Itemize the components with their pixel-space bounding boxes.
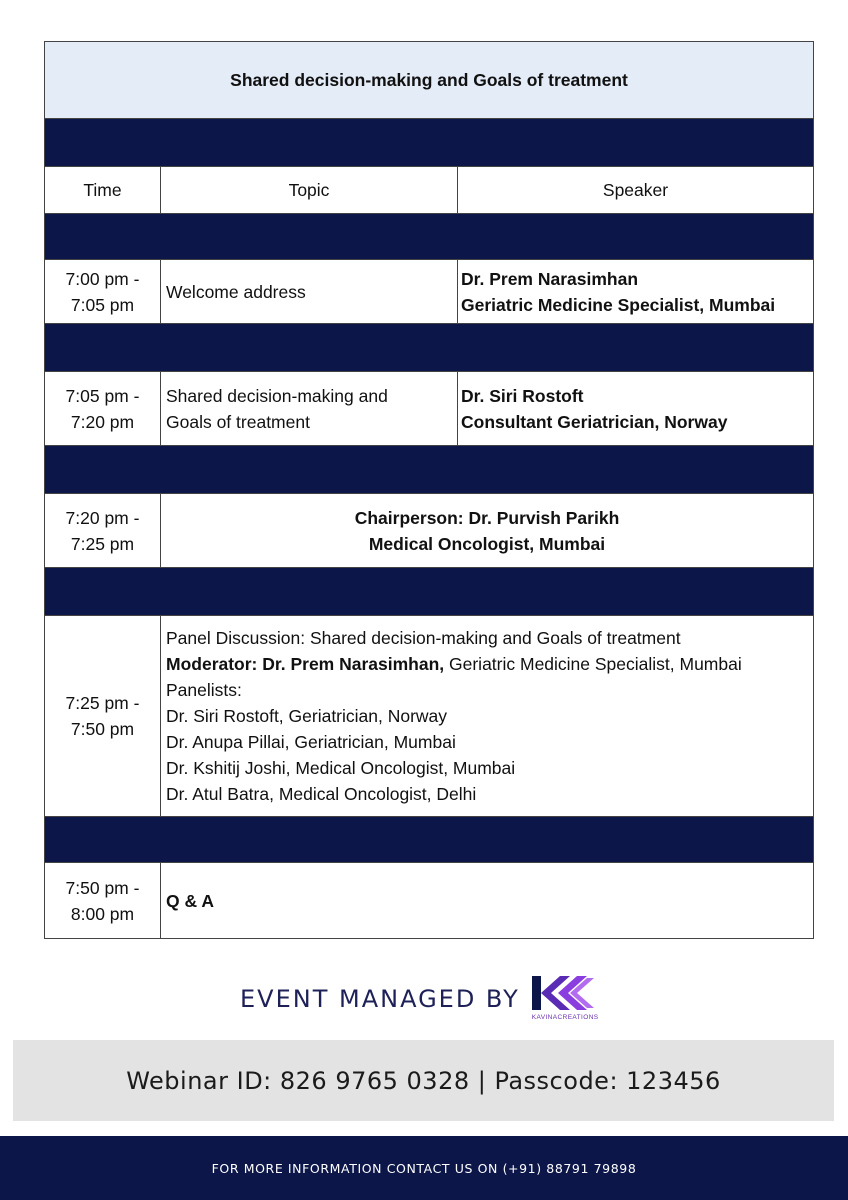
header-speaker: Speaker (458, 167, 814, 214)
panel-discussion-cell (161, 616, 814, 817)
schedule-title: Shared decision-making and Goals of treatment (45, 42, 814, 119)
chairperson-name: Chairperson: Dr. Purvish Parikh (354, 507, 620, 528)
logo-caption: KAVINACREATIONS (531, 1014, 599, 1021)
header-time: Time (45, 167, 161, 214)
panelist-item: Dr. Atul Batra, Medical Oncologist, Delhi (166, 784, 477, 804)
time-end: 7:25 pm (70, 533, 135, 554)
panelist-item: Dr. Anupa Pillai, Geriatrician, Mumbai (166, 732, 456, 752)
speaker-name: Dr. Prem Narasimhan (461, 268, 639, 289)
divider-band (45, 119, 814, 167)
chairperson-cell (161, 494, 814, 568)
time-cell (45, 260, 161, 324)
logo-mark-icon (530, 974, 598, 1014)
panelist-item: Dr. Siri Rostoft, Geriatrician, Norway (166, 706, 448, 726)
time-cell (45, 372, 161, 446)
topic-cell: Welcome address (161, 260, 458, 324)
time-end: 7:20 pm (70, 411, 135, 432)
time-start: 7:20 pm - (65, 507, 140, 528)
moderator-rest: Geriatric Medicine Specialist, Mumbai (444, 654, 742, 674)
qa-cell: Q & A (161, 863, 814, 939)
table-row (45, 863, 814, 939)
schedule-table (44, 41, 814, 939)
table-row (45, 372, 814, 446)
time-end: 7:05 pm (70, 294, 135, 315)
contact-text: FOR MORE INFORMATION CONTACT US ON (+91) 88791 79898 (211, 1160, 637, 1176)
table-row (45, 616, 814, 817)
time-cell (45, 494, 161, 568)
speaker-title: Consultant Geriatrician, Norway (461, 411, 728, 432)
speaker-cell (458, 260, 814, 324)
webinar-info-bar (13, 1040, 834, 1121)
topic-line: Shared decision-making and (166, 385, 388, 406)
time-cell (45, 863, 161, 939)
event-managed-label: EVENT MANAGED BY (240, 985, 520, 1013)
divider-band (45, 446, 814, 494)
speaker-name: Dr. Siri Rostoft (461, 385, 584, 406)
topic-cell (161, 372, 458, 446)
time-end: 7:50 pm (70, 719, 135, 739)
event-managed-by (240, 975, 598, 1023)
speaker-title: Geriatric Medicine Specialist, Mumbai (461, 294, 776, 315)
webinar-id-passcode: Webinar ID: 826 9765 0328 | Passcode: 123456 (126, 1066, 721, 1095)
time-start: 7:05 pm - (65, 385, 140, 406)
divider-band (45, 817, 814, 863)
table-row (45, 260, 814, 324)
divider-band (45, 568, 814, 616)
header-row (45, 167, 814, 214)
chairperson-title: Medical Oncologist, Mumbai (368, 533, 606, 554)
time-start: 7:00 pm - (65, 268, 140, 289)
kavina-creations-logo (530, 974, 598, 1024)
moderator-label: Moderator: Dr. Prem Narasimhan, (166, 654, 445, 674)
contact-footer (0, 1136, 848, 1200)
header-topic: Topic (161, 167, 458, 214)
time-cell (45, 616, 161, 817)
time-start: 7:50 pm - (65, 877, 140, 898)
panelist-item: Dr. Kshitij Joshi, Medical Oncologist, Mumbai (166, 758, 516, 778)
topic-line: Goals of treatment (166, 411, 310, 432)
time-end: 8:00 pm (70, 903, 135, 924)
divider-band (45, 214, 814, 260)
moderator-line (166, 651, 808, 677)
table-row (45, 494, 814, 568)
panelists-label: Panelists: (166, 680, 242, 700)
panel-title: Panel Discussion: Shared decision-making and Goals of treatment (166, 628, 681, 648)
time-start: 7:25 pm - (65, 693, 140, 713)
speaker-cell (458, 372, 814, 446)
divider-band (45, 324, 814, 372)
